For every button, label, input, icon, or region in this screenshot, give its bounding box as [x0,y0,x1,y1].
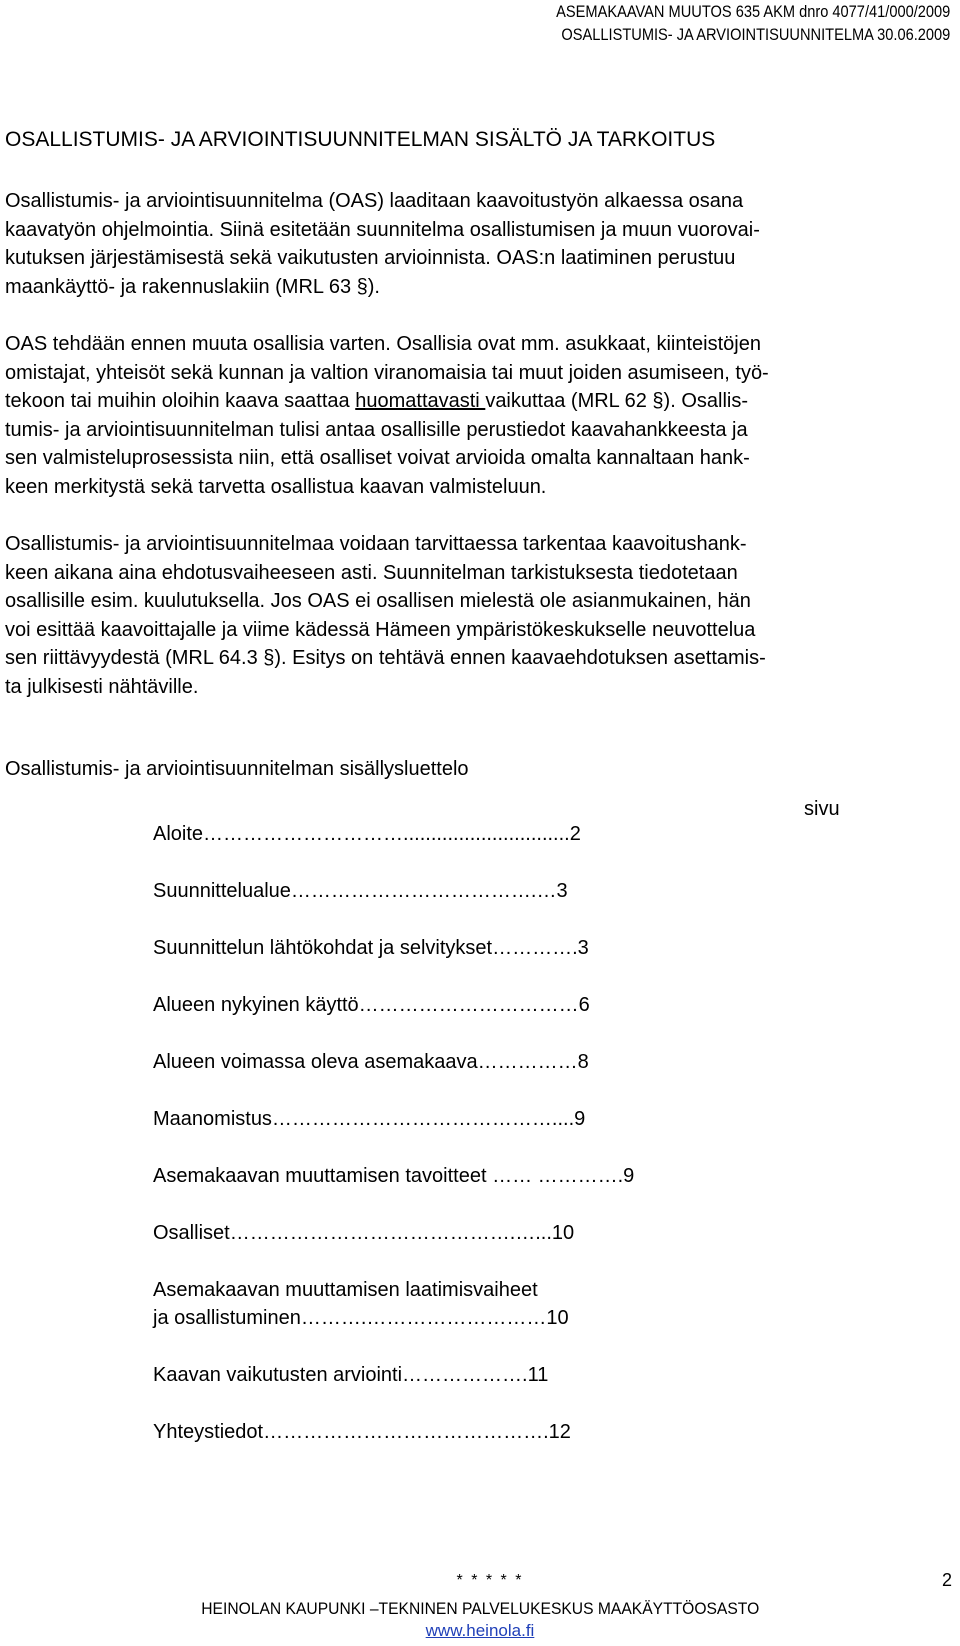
toc-item: Osalliset…………………………………….…...10 [153,1222,575,1244]
paragraph-line-start: tekoon tai muihin oloihin kaava saattaa [5,390,356,412]
paragraph-line: kutuksen järjestämisestä sekä vaikutusten arvioinnista. OAS:n laatiminen perustuu [5,247,736,269]
document-header [556,0,950,46]
paragraph-2 [5,330,955,501]
toc-title: Osallistumis- ja arviointisuunnitelman sisällysluettelo [5,758,469,780]
footer-stars: * * * * * [456,1572,524,1589]
paragraph-line: osallisille esim. kuulutuksella. Jos OAS ei osallisen mielestä ole asianmukainen, hän [5,590,751,612]
main-content [5,125,955,783]
toc-item: Suunnittelualue……………………………….…3 [153,880,568,902]
table-of-contents [153,820,853,1475]
paragraph-line: ta julkisesti nähtäville. [5,675,199,698]
header-line-1: ASEMAKAAVAN MUUTOS 635 AKM dnro 4077/41/000/2009 [555,2,950,21]
toc-item-line: Asemakaavan muuttamisen laatimisvaiheet [153,1279,538,1301]
toc-item: Yhteystiedot…………………………………….12 [153,1421,571,1443]
footer-department: HEINOLAN KAUPUNKI –TEKNINEN PALVELUKESKUS MAAKÄYTTÖOSASTO [201,1599,759,1618]
paragraph-line: OAS tehdään ennen muuta osallisia varten. Osallisia ovat mm. asukkaat, kiinteistöjen [5,333,761,355]
paragraph-line [5,387,955,416]
document-footer [0,1598,960,1642]
paragraph-line: tumis- ja arviointisuunnitelman tulisi antaa osallisille perustiedot kaavahankkeesta ja [5,418,748,441]
toc-item: Alueen nykyinen käyttö……………………………6 [153,994,590,1016]
paragraph-3 [5,530,955,701]
section-title: OSALLISTUMIS- JA ARVIOINTISUUNNITELMAN SISÄLTÖ JA TARKOITUS [5,128,716,151]
toc-item: Kaavan vaikutusten arviointi……………….11 [153,1364,549,1386]
paragraph-line: Osallistumis- ja arviointisuunnitelmaa voidaan tarvittaessa tarkentaa kaavoitushank- [5,533,747,555]
paragraph-line: keen merkitystä sekä tarvetta osallistua kaavan valmisteluun. [5,475,547,498]
header-line-2: OSALLISTUMIS- JA ARVIOINTISUUNNITELMA 30.06.2009 [561,25,950,44]
paragraph-line: kaavatyön ohjelmointia. Siinä esitetään suunnitelma osallistumisen ja muun vuorovai- [5,218,760,241]
paragraph-line: maankäyttö- ja rakennuslakiin (MRL 63 §). [5,275,380,298]
page-number: 2 [941,1570,952,1590]
paragraph-line: keen aikana aina ehdotusvaiheeseen asti. Suunnitelman tarkistuksesta tiedotetaan [5,561,738,584]
toc-item: Asemakaavan muuttamisen tavoitteet …… ………….9 [153,1165,635,1187]
paragraph-1 [5,187,955,301]
toc-item-line: ja osallistuminen……….………………………10 [153,1307,569,1329]
paragraph-line: sen valmisteluprosessista niin, että osalliset voivat arvioida omalta kannaltaan hank- [5,447,750,469]
underlined-word: huomattavasti [355,390,486,412]
paragraph-line-end: vaikuttaa (MRL 62 §). Osallis- [485,390,748,412]
paragraph-line: sen riittävyydestä (MRL 64.3 §). Esitys on tehtävä ennen kaavaehdotuksen asettamis- [5,647,766,669]
paragraph-line: Osallistumis- ja arviointisuunnitelma (OAS) laaditaan kaavoitustyön alkaessa osana [5,190,744,212]
paragraph-line: omistajat, yhteisöt sekä kunnan ja valtion viranomaisia tai muut joiden asumiseen, työ- [5,361,769,384]
footer-url-link[interactable]: www.heinola.fi [425,1621,535,1640]
toc-item: Alueen voimassa oleva asemakaava……………8 [153,1051,589,1073]
toc-item: Suunnittelun lähtökohdat ja selvitykset………….3 [153,937,589,959]
toc-item: Maanomistus……………………………………....9 [153,1108,586,1130]
toc-item: Aloite…………………………..............................2 [153,823,581,845]
toc-page-label: sivu [804,798,840,820]
paragraph-line: voi esittää kaavoittajalle ja viime kädessä Hämeen ympäristökeskukselle neuvottelua [5,618,756,641]
toc-item [153,1276,853,1332]
